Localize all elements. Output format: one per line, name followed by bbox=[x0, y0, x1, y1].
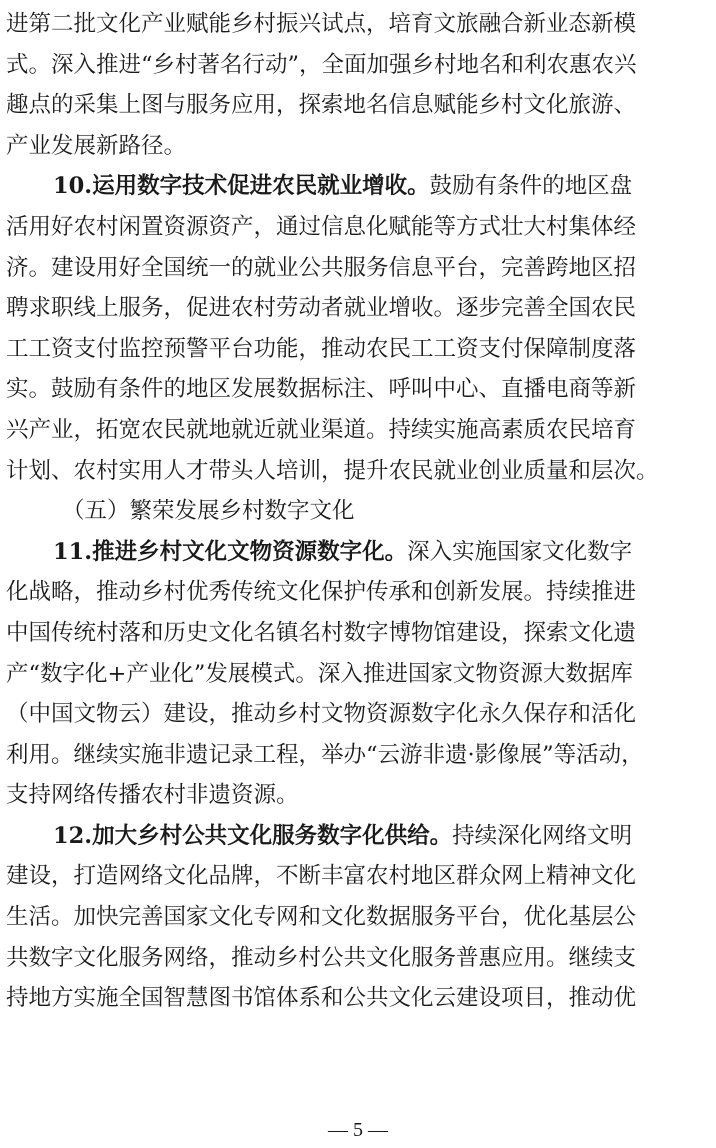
text-line: 生活。加快完善国家文化专网和文化数据服务平台，优化基层公 bbox=[6, 904, 637, 931]
text-line: 聘求职线上服务，促进农村劳动者就业增收。逐步完善全国农民 bbox=[6, 295, 637, 322]
paragraph-11-first-line bbox=[6, 532, 710, 573]
item-11-heading: 11.推进乡村文化文物资源数字化。 bbox=[53, 538, 408, 565]
paragraph-10-first-line bbox=[6, 166, 710, 207]
text-line: 共数字文化服务网络，推动乡村公共文化服务普惠应用。继续支 bbox=[6, 944, 637, 971]
text-line: 利用。继续实施非遗记录工程，举办“云游非遗·影像展”等活动， bbox=[6, 741, 644, 768]
text-line: 济。建设用好全国统一的就业公共服务信息平台，完善跨地区招 bbox=[6, 254, 637, 281]
text-line: 产业发展新路径。 bbox=[6, 132, 187, 159]
text-line: 式。深入推进“乡村著名行动”，全面加强乡村地名和利农惠农兴 bbox=[6, 51, 637, 78]
page-number: — 5 — bbox=[328, 1119, 388, 1141]
text-line: 持地方实施全国智慧图书馆体系和公共文化云建设项目，推动优 bbox=[6, 985, 637, 1012]
text-line: 支持网络传播农村非遗资源。 bbox=[6, 782, 299, 809]
text-line: 工工资支付监控预警平台功能，推动农民工工资支付保障制度落 bbox=[6, 335, 637, 362]
text-line: 产“数字化+产业化”发展模式。深入推进国家文物资源大数据库 bbox=[6, 660, 633, 687]
text-line: 实。鼓励有条件的地区发展数据标注、呼叫中心、直播电商等新 bbox=[6, 376, 637, 403]
text-line: 中国传统村落和历史文化名镇名村数字博物馆建设，探索文化遗 bbox=[6, 619, 637, 646]
text-line: 趣点的采集上图与服务应用，探索地名信息赋能乡村文化旅游、 bbox=[6, 92, 637, 119]
text-line: 兴产业，拓宽农民就地就近就业渠道。持续实施高素质农民培育 bbox=[6, 416, 637, 443]
item-10-heading: 10.运用数字技术促进农民就业增收。 bbox=[53, 173, 430, 200]
text-line: 建设，打造网络文化品牌，不断丰富农村地区群众网上精神文化 bbox=[6, 863, 637, 890]
text-line: 计划、农村实用人才带头人培训，提升农民就业创业质量和层次。 bbox=[6, 457, 659, 484]
text-run: 持续深化网络文明 bbox=[452, 822, 633, 849]
text-run: 鼓励有条件的地区盘 bbox=[429, 173, 633, 200]
text-run: 深入实施国家文化数字 bbox=[407, 538, 633, 565]
item-12-heading: 12.加大乡村公共文化服务数字化供给。 bbox=[53, 822, 453, 849]
text-line: 化战略，推动乡村优秀传统文化保护传承和创新发展。持续推进 bbox=[6, 579, 637, 606]
text-line: （中国文物云）建设，推动乡村文物资源数字化永久保存和活化 bbox=[6, 701, 637, 728]
paragraph-12-first-line bbox=[6, 816, 710, 857]
text-line: 进第二批文化产业赋能乡村振兴试点，培育文旅融合新业态新模 bbox=[6, 11, 637, 37]
body-text bbox=[6, 4, 710, 1019]
text-line: 活用好农村闲置资源资产，通过信息化赋能等方式壮大村集体经 bbox=[6, 213, 637, 240]
section-heading: （五）繁荣发展乡村数字文化 bbox=[62, 498, 355, 525]
